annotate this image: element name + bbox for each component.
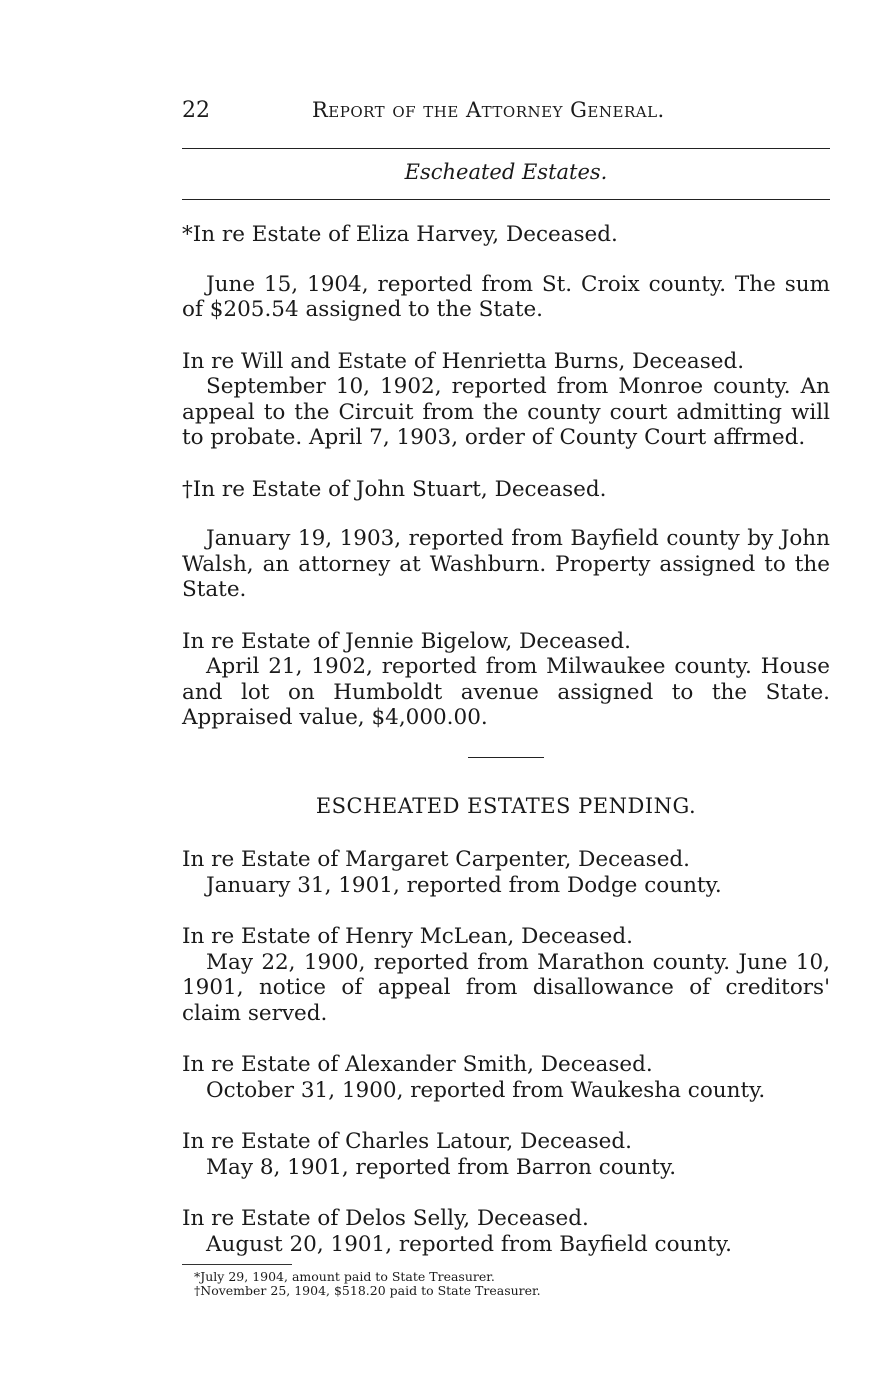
case-entry (182, 1052, 830, 1103)
case-title: In re Estate of Delos Selly, Deceased. (182, 1206, 589, 1231)
section-divider (468, 757, 544, 758)
case-text: January 31, 1901, reported from Dodge county. (206, 872, 722, 898)
document-body (182, 222, 830, 1283)
footnote-rule (182, 1264, 292, 1265)
case-text: May 8, 1901, reported from Barron county. (206, 1154, 677, 1180)
running-head: Report of the Attorney General. (312, 98, 665, 122)
case-text: April 21, 1902, reported from Milwaukee county. House and lot on Humboldt avenue assigned to the State. Appraised value, $4,000.00. (182, 654, 830, 730)
pending-section-title: ESCHEATED ESTATES PENDING. (315, 793, 697, 818)
case-title: In re Will and Estate of Henrietta Burns, Deceased. (182, 348, 745, 374)
page-header (182, 98, 830, 128)
case-title: In re Estate of Charles Latour, Deceased. (182, 1129, 632, 1154)
case-title: *In re Estate of Eliza Harvey, Deceased. (182, 222, 618, 247)
case-entry (182, 629, 830, 731)
section-subheading: Escheated Estates. (404, 160, 608, 184)
case-entry (182, 349, 830, 451)
case-title: In re Estate of Margaret Carpenter, Deceased. (182, 847, 691, 872)
case-text: September 10, 1902, reported from Monroe county. An appeal to the Circuit from the county court admitting will to probate. April 7, 1903, order of County Court affrmed. (182, 374, 830, 450)
footnote: †November 25, 1904, $518.20 paid to State Treasurer. (194, 1283, 541, 1298)
case-title: In re Estate of Alexander Smith, Deceased. (182, 1052, 653, 1077)
header-rule-top (182, 148, 830, 149)
case-title: In re Estate of Jennie Bigelow, Deceased. (182, 628, 632, 654)
case-entry (182, 222, 830, 323)
case-entry (182, 847, 830, 898)
footnote: *July 29, 1904, amount paid to State Treasurer. (194, 1269, 495, 1284)
case-text: October 31, 1900, reported from Waukesha county. (206, 1077, 766, 1103)
page-number: 22 (182, 98, 210, 123)
footnotes (194, 1270, 541, 1298)
case-text: January 19, 1903, reported from Bayfield county by John Walsh, an attorney at Washburn. Property assigned to the State. (182, 526, 830, 602)
case-text: May 22, 1900, reported from Marathon county. June 10, 1901, notice of appeal from disallowance of creditors' claim served. (182, 949, 830, 1026)
header-rule-bottom (182, 199, 830, 200)
case-text: June 15, 1904, reported from St. Croix county. The sum of $205.54 assigned to the State. (182, 271, 830, 322)
case-title: †In re Estate of John Stuart, Deceased. (182, 476, 607, 502)
case-entry (182, 1129, 830, 1180)
case-entry (182, 924, 830, 1026)
case-title: In re Estate of Henry McLean, Deceased. (182, 924, 633, 949)
case-entry (182, 477, 830, 603)
case-entry (182, 1206, 830, 1257)
case-text: August 20, 1901, reported from Bayfield county. (206, 1231, 732, 1257)
